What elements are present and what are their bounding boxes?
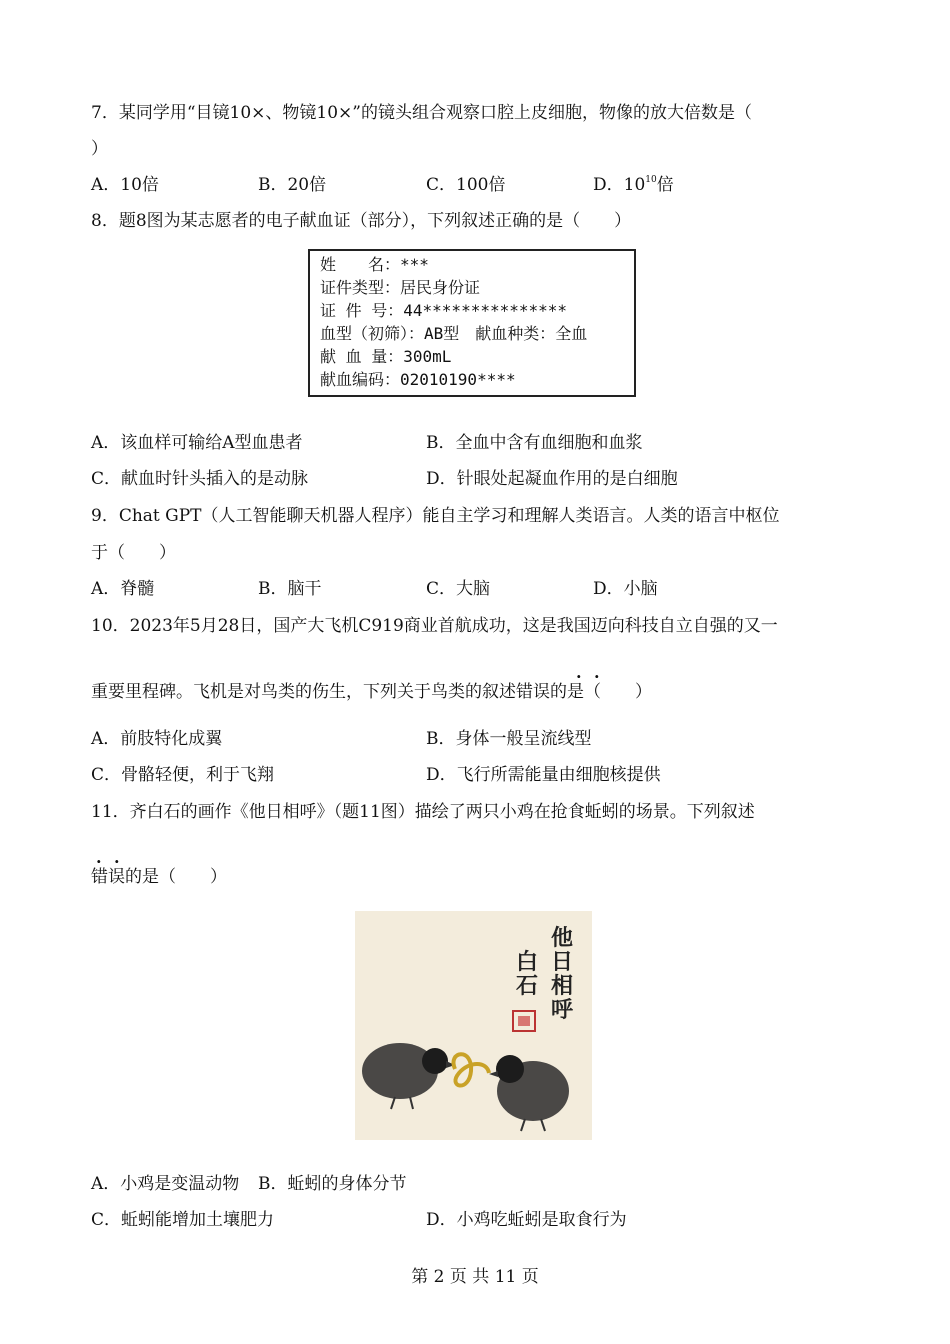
q11-option-b: B．蚯蚓的身体分节 [258, 1174, 407, 1194]
q10-stem-line1: 10．2023年5月28日，国产大飞机C919商业首航成功，这是我国迈向科技自立自强的又一 [91, 616, 778, 636]
q9-stem-line1: 9．Chat GPT（人工智能聊天机器人程序）能自主学习和理解人类语言。人类的语言中枢位 [91, 506, 780, 526]
q8-option-a: A．该血样可输给A型血患者 [91, 433, 303, 453]
q11-option-a: A．小鸡是变温动物 [91, 1174, 240, 1194]
chick-right-head [496, 1055, 524, 1083]
card-blood-type: 血型（初筛）：AB型 献血种类：全血 [320, 324, 588, 343]
q7-option-c: C．100倍 [426, 175, 506, 195]
painting-title-char: 相 [551, 973, 574, 999]
painting-title-char: 他 [551, 925, 574, 951]
painting-image [355, 911, 592, 1140]
emphasis-dot: . [96, 848, 102, 867]
blood-donation-card [308, 249, 636, 397]
q9-option-c: C．大脑 [426, 579, 491, 599]
q10-option-c: C．骨骼轻便，利于飞翔 [91, 765, 275, 785]
q10-stem-line2: 重要里程碑。飞机是对鸟类的伤生，下列关于鸟类的叙述错误的是（ ） [91, 682, 652, 702]
painting-signature-char: 石 [516, 973, 539, 999]
painting-drawing [355, 911, 592, 1140]
emphasis-dot: . [594, 663, 600, 682]
painting-signature-char: 白 [516, 949, 539, 975]
painting-title-char: 呼 [551, 997, 574, 1023]
q11-stem-line2: 错误的是（ ） [91, 867, 227, 887]
q10-option-b: B．身体一般呈流线型 [426, 729, 592, 749]
chick-left-head [422, 1048, 448, 1074]
q8-option-b: B．全血中含有血细胞和血浆 [426, 433, 643, 453]
q7-stem-line1: 7．某同学用“目镜10×、物镜10×”的镜头组合观察口腔上皮细胞，物像的放大倍数是（ [91, 103, 752, 123]
card-volume: 献 血 量：300mL [320, 347, 452, 366]
q11-option-c: C．蚯蚓能增加土壤肥力 [91, 1210, 275, 1230]
card-code: 献血编码：02010190**** [320, 370, 516, 389]
q7-option-d-exponent: 10 [645, 175, 657, 185]
q8-stem: 8．题8图为某志愿者的电子献血证（部分），下列叙述正确的是（ ） [91, 211, 632, 231]
q10-option-a: A．前肢特化成翼 [91, 729, 223, 749]
q9-option-d: D．小脑 [593, 579, 658, 599]
q7-option-d-prefix: D．10 [593, 175, 646, 195]
card-id-type: 证件类型：居民身份证 [320, 278, 481, 297]
q9-stem-line2: 于（ ） [91, 543, 176, 563]
q10-option-d: D．飞行所需能量由细胞核提供 [426, 765, 661, 785]
q9-option-a: A．脊髓 [91, 579, 155, 599]
q9-option-b: B．脑干 [258, 579, 322, 599]
q8-option-d: D．针眼处起凝血作用的是白细胞 [426, 469, 678, 489]
q7-option-a: A．10倍 [91, 175, 159, 195]
q11-stem-line1: 11．齐白石的画作《他日相呼》（题11图）描绘了两只小鸡在抢食蚯蚓的场景。下列叙述 [91, 802, 755, 822]
q11-option-d: D．小鸡吃蚯蚓是取食行为 [426, 1210, 627, 1230]
q8-option-c: C．献血时针头插入的是动脉 [91, 469, 309, 489]
q7-option-d [593, 174, 674, 196]
q7-stem-line2: ） [91, 139, 108, 159]
emphasis-dot: . [114, 848, 120, 867]
painting-title-char: 日 [551, 949, 574, 975]
card-id-number: 证 件 号：44*************** [320, 301, 568, 320]
q7-option-b: B．20倍 [258, 175, 327, 195]
emphasis-dot: . [576, 663, 582, 682]
q7-option-d-suffix: 倍 [656, 175, 674, 195]
page-footer: 第 2 页 共 11 页 [411, 1267, 539, 1287]
card-name: 姓 名：*** [320, 255, 429, 274]
